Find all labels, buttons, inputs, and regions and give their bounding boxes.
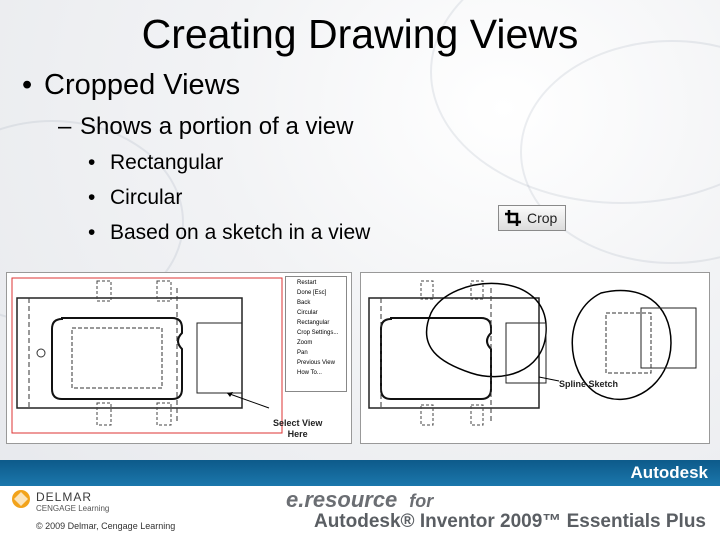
bullet-cropped-views: • Cropped Views — [22, 69, 241, 101]
menu-item[interactable]: Pan — [297, 350, 308, 356]
footer — [0, 460, 720, 540]
eresource-logo: e.resource for — [286, 487, 434, 512]
item-sketch: • Based on a sketch in a view — [88, 221, 371, 244]
menu-item[interactable]: Previous View — [297, 360, 335, 366]
menu-item[interactable]: Rectangular — [297, 320, 330, 326]
copyright: © 2009 Delmar, Cengage Learning — [36, 521, 176, 531]
autodesk-logo: Autodesk — [630, 463, 708, 482]
menu-item[interactable]: Restart — [297, 280, 317, 286]
menu-item[interactable]: Crop Settings... — [297, 330, 339, 336]
footer-bar — [0, 460, 720, 486]
crop-button[interactable]: Crop — [498, 205, 566, 231]
delmar-logo: DELMAR CENGAGE Learning — [10, 488, 32, 515]
slide-title: Creating Drawing Views — [141, 11, 579, 57]
drawing-view-right — [361, 273, 711, 445]
product-title: Autodesk® Inventor 2009™ Essentials Plus — [313, 511, 706, 532]
spline-sketch-label: Spline Sketch — [559, 379, 619, 389]
delmar-emblem-icon — [10, 488, 32, 510]
item-rectangular: • Rectangular — [88, 151, 224, 174]
menu-item[interactable]: How To... — [297, 370, 322, 376]
select-view-label: Select View Here — [273, 418, 323, 439]
screenshot-spline-crop — [360, 272, 710, 444]
menu-item[interactable]: Circular — [297, 310, 318, 316]
item-circular: • Circular — [88, 186, 183, 209]
screenshot-context-menu — [6, 272, 352, 444]
crop-icon — [503, 208, 523, 228]
menu-item[interactable]: Done [Esc] — [297, 290, 327, 296]
menu-item[interactable]: Back — [297, 300, 311, 306]
context-menu — [285, 276, 347, 392]
menu-item[interactable]: Zoom — [297, 340, 313, 346]
sub-bullet-portion: – Shows a portion of a view — [58, 113, 354, 140]
